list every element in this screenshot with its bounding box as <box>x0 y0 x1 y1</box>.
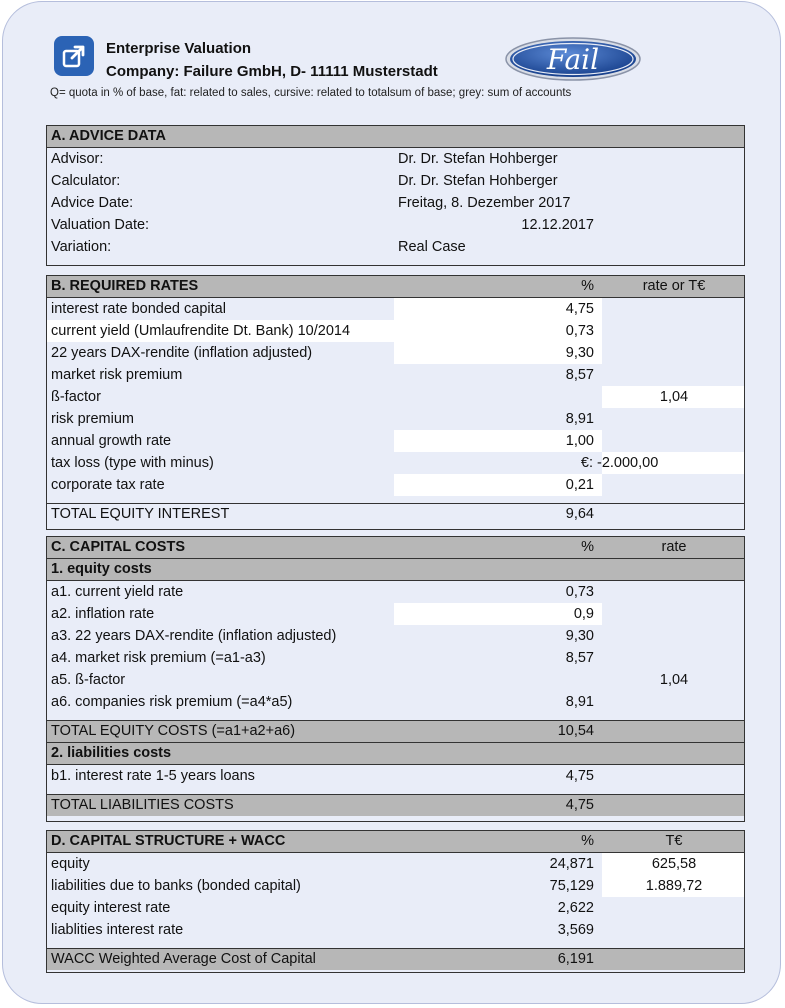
wacc-row: liablities interest rate 3,569 <box>51 922 594 938</box>
total-equity-interest: TOTAL EQUITY INTEREST 9,64 <box>47 503 744 525</box>
capital-row: a1. current yield rate 0,73 <box>51 584 594 600</box>
advice-row: Advisor: Dr. Dr. Stefan Hohberger <box>51 151 558 167</box>
advice-section <box>46 125 745 266</box>
capital-row: a5. ß-factor 1,04 <box>51 672 689 688</box>
wacc-total: WACC Weighted Average Cost of Capital 6,191 <box>47 948 744 970</box>
rate-input[interactable]: 1,00 <box>565 433 594 449</box>
wacc-row: equity 24,871 625,58 <box>47 853 744 875</box>
rate-input[interactable]: 0,73 <box>565 323 594 339</box>
rate-row: annual growth rate 1,00 <box>47 430 744 452</box>
advice-row: Variation: Real Case <box>51 239 466 255</box>
beta-input[interactable]: 1,04 <box>659 389 689 405</box>
capital-row: b1. interest rate 1-5 years loans 4,75 <box>51 768 594 784</box>
company-logo <box>504 36 642 82</box>
legend-note: Q= quota in % of base, fat: related to sales, cursive: related to totalsum of base; grey: sum of accounts <box>50 87 572 99</box>
rate-row: interest rate bonded capital 4,75 <box>47 298 744 320</box>
rate-input[interactable]: 0,21 <box>565 477 594 493</box>
external-link-icon[interactable] <box>54 36 94 76</box>
wacc-section <box>46 830 745 973</box>
company-name: Company: Failure GmbH, D- 11111 Musterstadt <box>106 63 438 80</box>
advice-row: Calculator: Dr. Dr. Stefan Hohberger <box>51 173 558 189</box>
rate-row: corporate tax rate 0,21 <box>47 474 744 496</box>
rate-row: market risk premium 8,57 <box>51 367 594 383</box>
capital-section <box>46 536 745 822</box>
tax-loss-input[interactable]: -2.000,00 <box>597 455 659 471</box>
advice-heading: A. ADVICE DATA <box>47 126 744 148</box>
rate-row: risk premium 8,91 <box>51 411 594 427</box>
liabilities-costs-heading: 2. liabilities costs <box>47 743 744 765</box>
rate-input[interactable]: 4,75 <box>565 301 594 317</box>
capital-row: a6. companies risk premium (=a4*a5) 8,91 <box>51 694 594 710</box>
inflation-input[interactable]: 0,9 <box>573 606 594 622</box>
total-equity-costs: TOTAL EQUITY COSTS (=a1+a2+a6) 10,54 <box>47 720 744 743</box>
capital-heading: C. CAPITAL COSTS % rate <box>47 537 744 559</box>
rate-row: 22 years DAX-rendite (inflation adjusted) 9,30 <box>47 342 744 364</box>
advice-row: Valuation Date: 12.12.2017 <box>51 217 594 233</box>
capital-row: a2. inflation rate 0,9 <box>47 603 744 625</box>
rates-heading: B. REQUIRED RATES % rate or T€ <box>47 276 744 298</box>
wacc-row: liabilities due to banks (bonded capital) 75,129 1.889,72 <box>47 875 744 897</box>
advice-row: Advice Date: Freitag, 8. Dezember 2017 <box>51 195 571 211</box>
liabilities-amount-input[interactable]: 1.889,72 <box>645 878 703 894</box>
rate-row: tax loss (type with minus) €: -2.000,00 <box>47 452 744 474</box>
wacc-heading: D. CAPITAL STRUCTURE + WACC % T€ <box>47 831 744 853</box>
equity-costs-heading: 1. equity costs <box>47 559 744 581</box>
total-liabilities-costs: TOTAL LIABILITIES COSTS 4,75 <box>47 794 744 816</box>
rates-section <box>46 275 745 530</box>
rate-row: ß-factor 1,04 <box>47 386 744 408</box>
capital-row: a3. 22 years DAX-rendite (inflation adjusted) 9,30 <box>51 628 594 644</box>
capital-row: a4. market risk premium (=a1-a3) 8,57 <box>51 650 594 666</box>
svg-text:Fail: Fail <box>546 43 600 76</box>
rate-input[interactable]: 9,30 <box>565 345 594 361</box>
equity-amount-input[interactable]: 625,58 <box>651 856 697 872</box>
rate-row: current yield (Umlaufrendite Dt. Bank) 10/2014 0,73 <box>47 320 744 342</box>
page-title: Enterprise Valuation <box>106 40 252 57</box>
wacc-row: equity interest rate 2,622 <box>51 900 594 916</box>
